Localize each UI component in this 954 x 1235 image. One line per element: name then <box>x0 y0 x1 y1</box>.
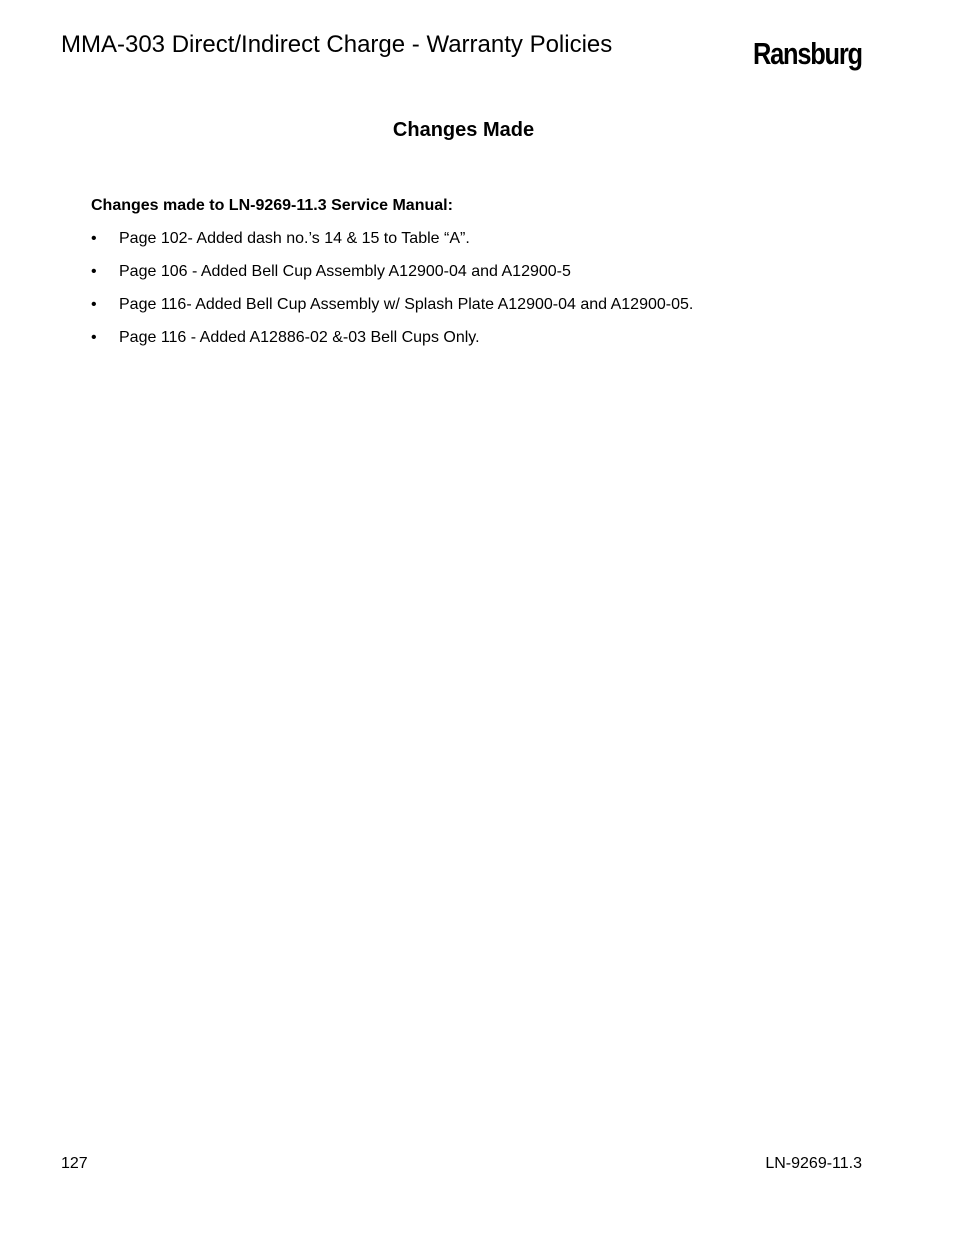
document-title: MMA-303 Direct/Indirect Charge - Warranty Policies <box>61 31 613 58</box>
bullet-icon: • <box>91 263 97 280</box>
list-item-text: Page 116 - Added A12886-02 &-03 Bell Cups Only. <box>119 329 480 346</box>
list-item-text: Page 106 - Added Bell Cup Assembly A12900-04 and A12900-5 <box>119 263 571 280</box>
list-item-text: Page 116- Added Bell Cup Assembly w/ Splash Plate A12900-04 and A12900-05. <box>119 296 694 313</box>
page-number: 127 <box>61 1155 88 1172</box>
bullet-icon: • <box>91 230 97 247</box>
document-number: LN-9269-11.3 <box>765 1155 862 1172</box>
list-item-text: Page 102- Added dash no.’s 14 & 15 to Table “A”. <box>119 230 470 247</box>
section-heading: Changes Made <box>392 119 535 141</box>
changes-intro: Changes made to LN-9269-11.3 Service Manual: <box>91 197 453 214</box>
bullet-icon: • <box>91 329 97 346</box>
bullet-icon: • <box>91 296 97 313</box>
ransburg-logo: Ransburg <box>753 36 862 71</box>
